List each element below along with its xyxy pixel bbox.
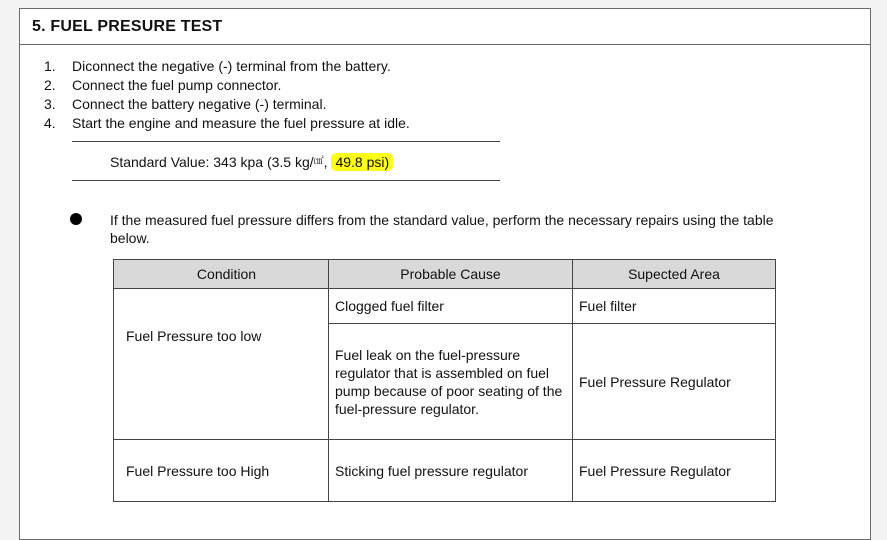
cause-cell: Sticking fuel pressure regulator: [329, 440, 573, 502]
table-header-row: [114, 260, 776, 289]
area-cell: Fuel filter: [573, 289, 776, 324]
section-header: [20, 9, 870, 45]
step-number: 3.: [44, 96, 56, 112]
step-text: Connect the battery negative (-) terminal.: [72, 96, 327, 112]
manual-page: [19, 8, 871, 540]
standard-value-comma: ,: [323, 154, 328, 170]
standard-value-unit: ㎠: [313, 156, 324, 167]
step-number: 1.: [44, 58, 56, 74]
header-probable-cause: Probable Cause: [329, 260, 573, 289]
step-item: [44, 57, 410, 76]
table-row: [114, 440, 776, 502]
step-text: Start the engine and measure the fuel pressure at idle.: [72, 115, 410, 131]
cause-cell: Clogged fuel filter: [329, 289, 573, 324]
section-title: 5. FUEL PRESURE TEST: [32, 17, 223, 35]
procedure-steps: [44, 57, 410, 133]
area-cell: Fuel Pressure Regulator: [573, 324, 776, 440]
condition-cell: Fuel Pressure too High: [114, 440, 329, 502]
step-text: Diconnect the negative (-) terminal from the battery.: [72, 58, 391, 74]
step-number: 4.: [44, 115, 56, 131]
bullet-icon: [70, 213, 82, 225]
standard-value: [110, 152, 393, 170]
table-row: [114, 289, 776, 324]
step-item: [44, 76, 410, 95]
step-item: [44, 95, 410, 114]
condition-cell: Fuel Pressure too low: [114, 289, 329, 440]
header-condition: Condition: [114, 260, 329, 289]
area-cell: Fuel Pressure Regulator: [573, 440, 776, 502]
cause-cell: Fuel leak on the fuel-pressure regulator that is assembled on fuel pump because of poor seating of the fuel-pressure regulator.: [329, 324, 573, 440]
step-item: [44, 114, 410, 133]
troubleshooting-table: [113, 259, 776, 502]
highlighted-psi-value: 49.8 psi): [331, 153, 393, 171]
note-text: If the measured fuel pressure differs from the standard value, perform the necessary repairs using the table below.: [110, 212, 774, 246]
step-number: 2.: [44, 77, 56, 93]
step-text: Connect the fuel pump connector.: [72, 77, 282, 93]
standard-value-prefix: Standard Value: 343 kpa (3.5 kg/: [110, 154, 314, 170]
header-suspected-area: Supected Area: [573, 260, 776, 289]
standard-value-box: [72, 141, 500, 181]
